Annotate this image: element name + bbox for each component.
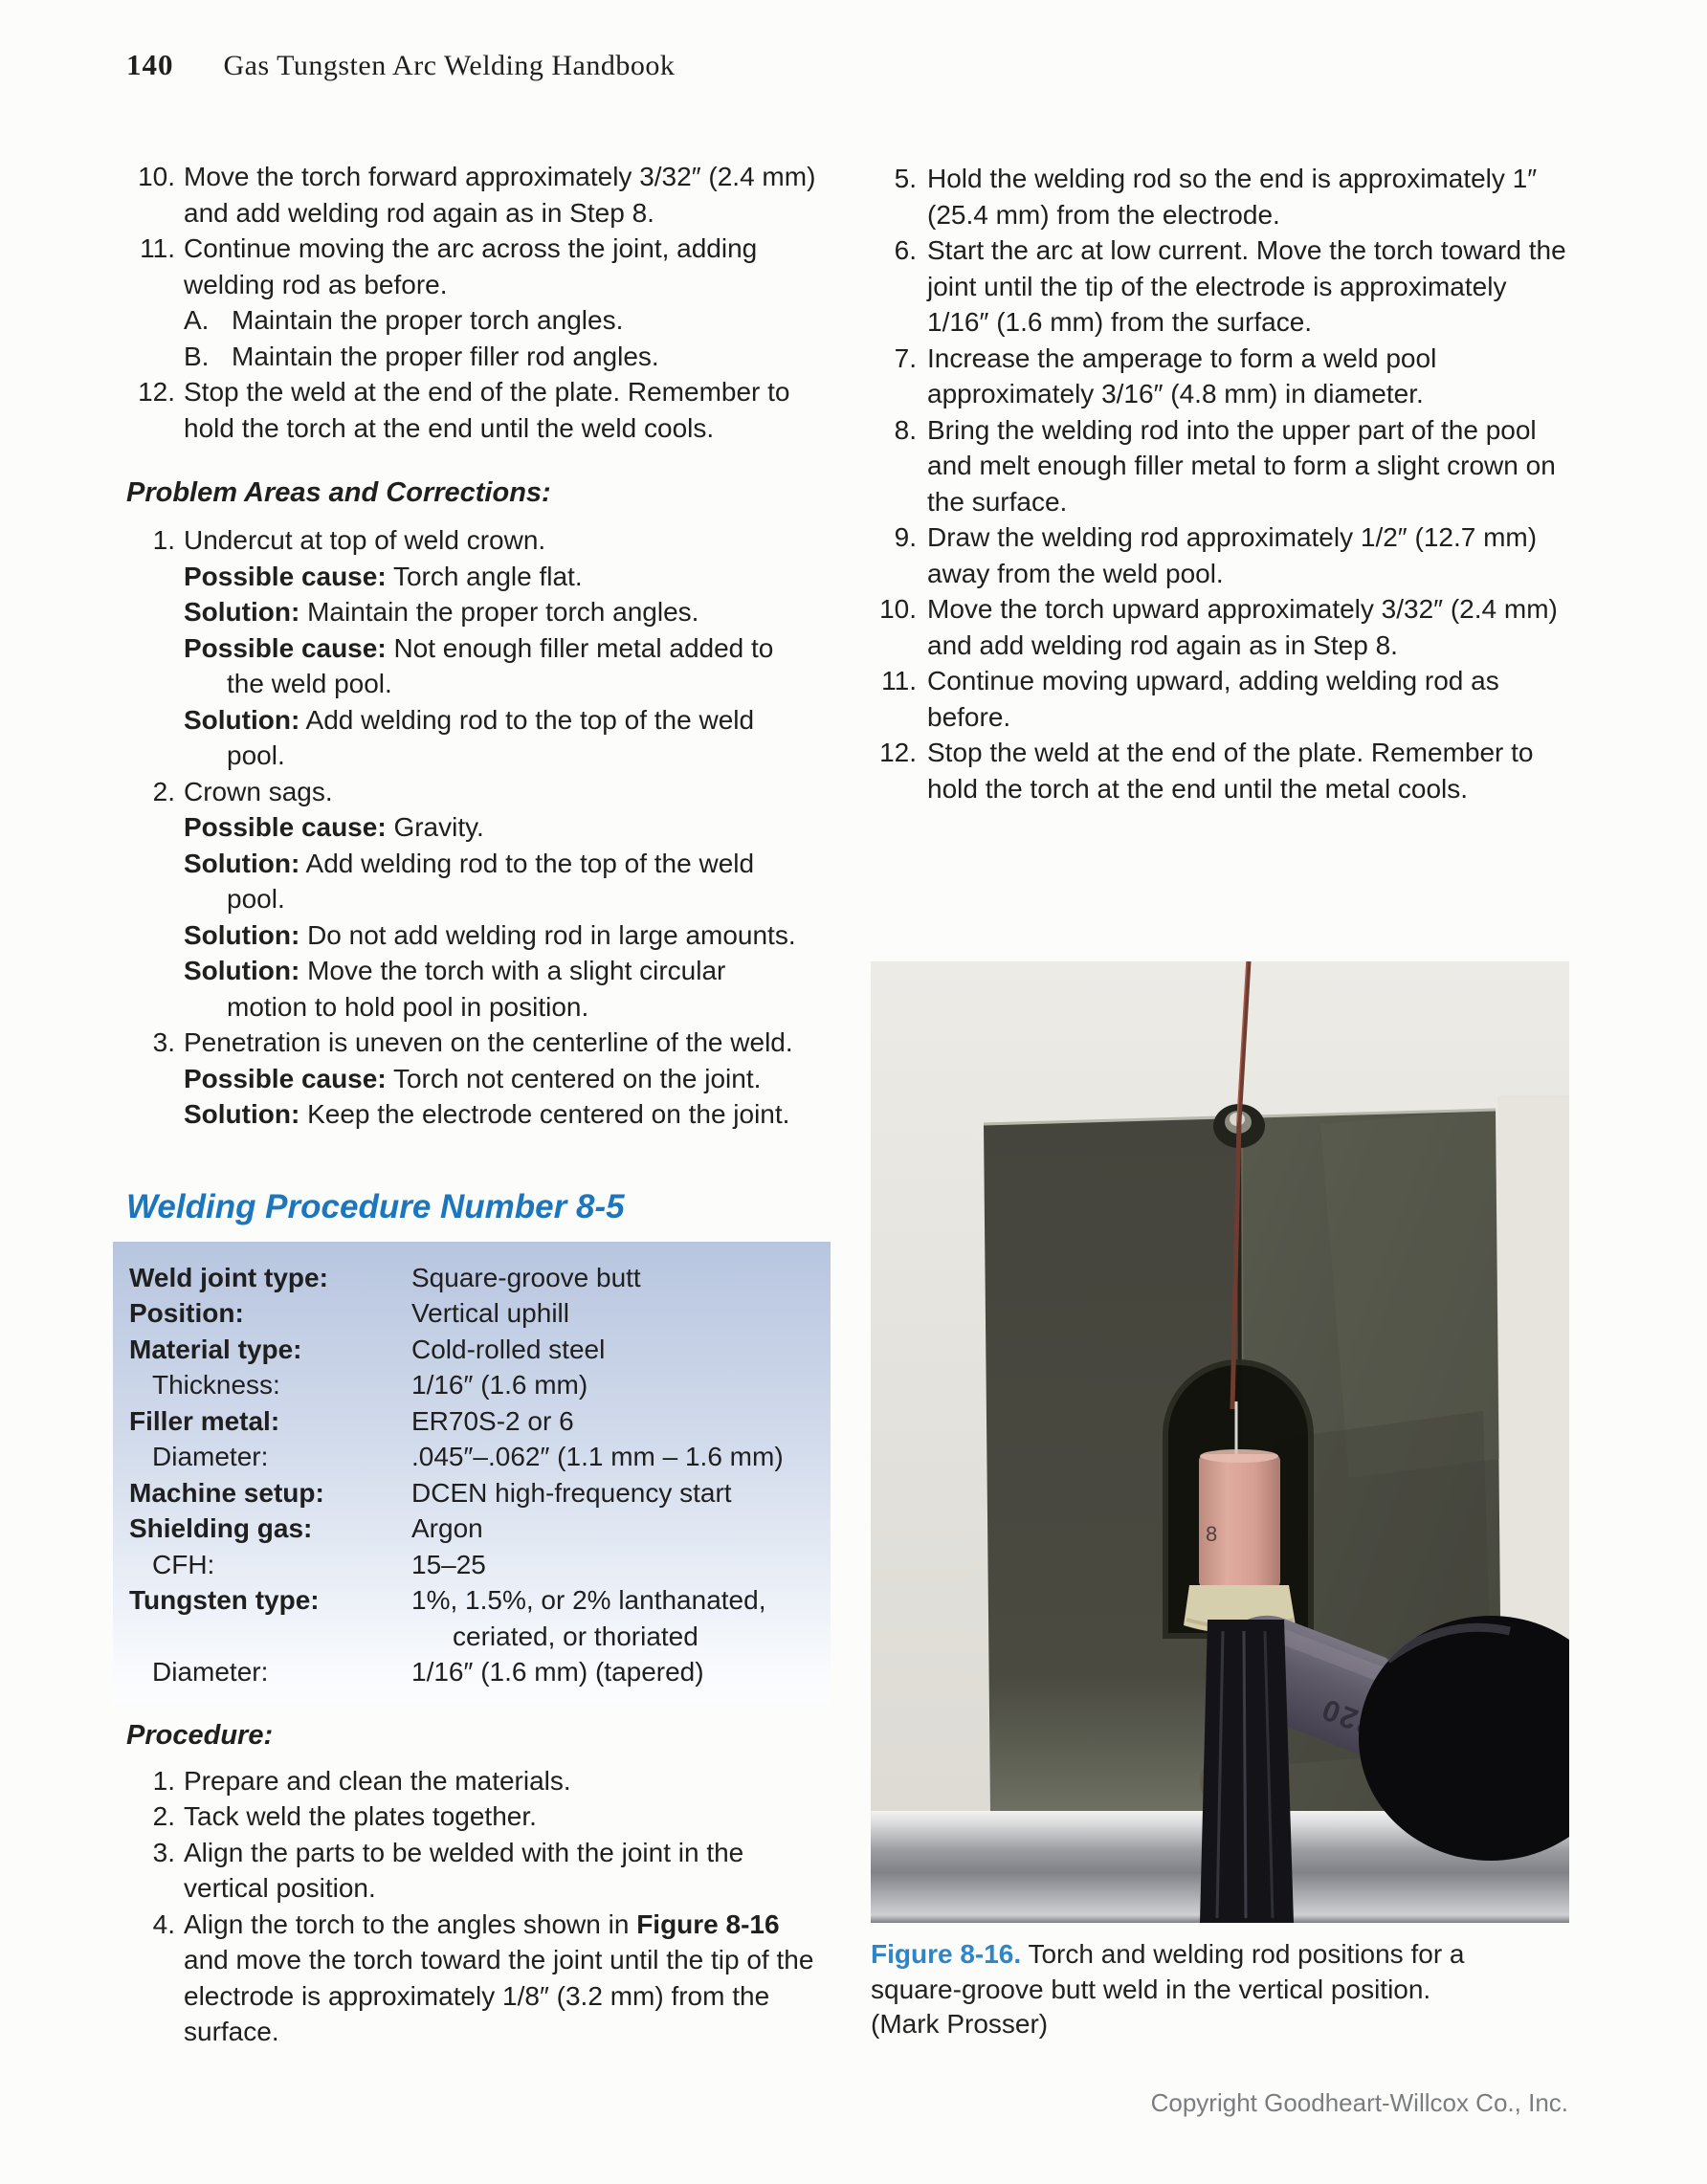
entry-text: Torch angle flat.	[392, 561, 583, 591]
step-text-main: Continue moving the arc across the joint, adding welding rod as before.	[184, 233, 758, 299]
spec-row	[129, 1295, 831, 1332]
spec-label: Thickness:	[152, 1370, 280, 1400]
entry-label: Possible cause:	[184, 1063, 387, 1093]
step-number: 12.	[138, 377, 175, 407]
entry-label: Possible cause:	[184, 812, 387, 842]
entry-text: Do not add welding rod in large amounts.	[307, 919, 796, 950]
entry-text: Keep the electrode centered on the joint.	[307, 1099, 790, 1129]
problem-entry	[184, 809, 827, 846]
right-column	[876, 161, 1570, 806]
step-item	[126, 374, 827, 446]
entry-label: Solution:	[184, 597, 300, 627]
spec-value: Cold-rolled steel	[411, 1334, 606, 1364]
entry-text: Torch not centered on the joint.	[392, 1063, 762, 1093]
problem-entry	[184, 702, 827, 774]
step-text: Move the torch forward approximately 3/32″ (2.4 mm) and add welding rod again as in Step 8.	[184, 162, 816, 228]
spec-label: Weld joint type:	[129, 1262, 328, 1292]
step-list-right	[876, 161, 1570, 806]
step-number: 2.	[152, 1801, 175, 1831]
step-item	[126, 1798, 827, 1835]
figure-credit: (Mark Prosser)	[871, 2009, 1049, 2039]
problem-list	[126, 522, 827, 1133]
entry-label: Solution:	[184, 919, 300, 950]
entry-text: Add welding rod to the top of the weld pool.	[227, 704, 755, 770]
problem-item	[126, 774, 827, 1026]
spec-row	[129, 1439, 831, 1475]
step-item	[876, 161, 1570, 232]
step-item	[876, 412, 1570, 520]
step-text	[184, 231, 827, 374]
entry-label: Solution:	[184, 704, 300, 735]
entry-label: Possible cause:	[184, 632, 387, 663]
entry-text: Gravity.	[393, 812, 484, 842]
step-text-before: Align the torch to the angles shown in	[184, 1908, 637, 1939]
procedure-heading: Procedure:	[126, 1719, 274, 1751]
entry-text: Not enough filler metal added to the weld pool.	[227, 632, 774, 698]
step-item	[876, 663, 1570, 735]
spec-label: Position:	[129, 1298, 244, 1328]
problem-item	[126, 1025, 827, 1133]
problem-title: Crown sags.	[184, 776, 333, 806]
ceramic-nozzle	[1199, 1454, 1280, 1588]
substep-letter: B.	[184, 341, 210, 371]
problem-entry	[184, 630, 827, 702]
entry-text: Move the torch with a slight circular motion to hold pool in position.	[227, 956, 726, 1022]
step-number: 6.	[894, 235, 917, 265]
step-item	[126, 159, 827, 231]
step-text	[184, 1907, 827, 2050]
spec-label: Machine setup:	[129, 1477, 324, 1508]
step-number: 10.	[138, 162, 175, 191]
step-text-after: and move the torch toward the joint until the tip of the electrode is approximately 1/8″ (3.2 mm) from the surface.	[184, 1945, 814, 2046]
problem-areas-heading: Problem Areas and Corrections:	[126, 477, 551, 508]
problem-entry	[184, 917, 827, 954]
step-number: 11.	[140, 233, 175, 263]
problem-title: Penetration is uneven on the centerline of the weld.	[184, 1027, 793, 1057]
step-number: 8.	[894, 414, 917, 445]
step-list-continued	[126, 159, 827, 446]
step-text: Draw the welding rod approximately 1/2″ (12.7 mm) away from the weld pool.	[927, 522, 1538, 588]
spec-row	[129, 1332, 831, 1368]
spec-row	[129, 1654, 831, 1690]
spec-row	[129, 1511, 831, 1547]
substep-item	[184, 302, 827, 339]
step-number: 7.	[894, 342, 917, 373]
spec-label: Diameter:	[152, 1442, 269, 1471]
step-number: 4.	[152, 1908, 175, 1939]
book-title: Gas Tungsten Arc Welding Handbook	[223, 50, 676, 81]
step-number: 10.	[879, 594, 917, 624]
step-item	[876, 591, 1570, 663]
substep-item	[184, 339, 827, 375]
spec-value: .045″–.062″ (1.1 mm – 1.6 mm)	[411, 1442, 784, 1471]
spec-value: Vertical uphill	[411, 1298, 569, 1328]
figure-caption	[871, 1937, 1502, 2042]
step-number: 9.	[894, 522, 917, 552]
spec-row	[129, 1403, 831, 1440]
spec-value: DCEN high-frequency start	[411, 1477, 732, 1508]
spec-row	[129, 1260, 831, 1296]
spec-label: Shielding gas:	[129, 1513, 313, 1543]
step-item	[126, 231, 827, 374]
entry-text: Maintain the proper torch angles.	[307, 597, 699, 627]
step-text: Tack weld the plates together.	[184, 1801, 537, 1831]
figure-reference: Figure 8-16	[636, 1908, 780, 1939]
step-text: Stop the weld at the end of the plate. Remember to hold the torch at the end until the metal cools.	[927, 738, 1534, 804]
figure-8-16	[871, 961, 1569, 2042]
step-number: 12.	[879, 738, 917, 767]
spec-label: Material type:	[129, 1334, 302, 1364]
spec-value: 1/16″ (1.6 mm) (tapered)	[411, 1657, 704, 1687]
problem-number: 1.	[152, 525, 175, 555]
entry-text: Add welding rod to the top of the weld pool.	[227, 848, 755, 914]
page-number: 140	[126, 48, 174, 81]
step-item	[876, 735, 1570, 806]
step-item	[876, 341, 1570, 412]
figure-label: Figure 8-16.	[871, 1939, 1022, 1969]
step-item	[876, 519, 1570, 591]
spec-label: Tungsten type:	[129, 1585, 320, 1615]
spec-table	[113, 1242, 831, 1704]
substep-text: Maintain the proper torch angles.	[232, 305, 624, 335]
step-number: 11.	[881, 666, 917, 695]
copyright-notice: Copyright Goodheart-Willcox Co., Inc.	[1150, 2088, 1568, 2117]
spec-row	[129, 1367, 831, 1403]
figure-caption-text: Torch and welding rod positions for a square-groove butt weld in the vertical position.	[871, 1939, 1465, 2004]
spec-value-line2: ceriated, or thoriated	[453, 1621, 698, 1651]
problem-number: 3.	[152, 1027, 175, 1057]
step-text: Bring the welding rod into the upper part of the pool and melt enough filler metal to form a slight crown on the surface.	[927, 414, 1556, 517]
spec-value-line1: 1%, 1.5%, or 2% lanthanated,	[411, 1585, 766, 1615]
spec-value	[411, 1582, 831, 1654]
spec-label: Diameter:	[152, 1657, 269, 1687]
spec-value: ER70S-2 or 6	[411, 1405, 574, 1436]
substep-letter: A.	[184, 305, 210, 335]
spec-value: Square-groove butt	[411, 1262, 641, 1292]
substep-text: Maintain the proper filler rod angles.	[232, 341, 659, 371]
running-head	[126, 48, 675, 82]
step-item	[876, 232, 1570, 341]
step-text: Increase the amperage to form a weld pool approximately 3/16″ (4.8 mm) in diameter.	[927, 342, 1437, 408]
problem-body	[184, 774, 827, 1026]
spec-row	[129, 1475, 831, 1511]
problem-body	[184, 1025, 827, 1133]
problem-title: Undercut at top of weld crown.	[184, 525, 546, 555]
spec-row	[129, 1582, 831, 1654]
problem-entry	[184, 594, 827, 630]
nozzle-size-marking: 8	[1206, 1522, 1218, 1546]
step-text: Start the arc at low current. Move the torch toward the joint until the tip of the electrode is approximately 1/16″ (1.6 mm) from the surface.	[927, 235, 1566, 337]
step-item	[126, 1835, 827, 1907]
spec-value: 1/16″ (1.6 mm)	[411, 1370, 588, 1400]
problem-entry	[184, 1061, 827, 1097]
spec-label: CFH:	[152, 1549, 215, 1579]
step-number: 3.	[152, 1837, 175, 1867]
problem-item	[126, 522, 827, 774]
step-item	[126, 1763, 827, 1799]
problem-entry	[184, 559, 827, 595]
spec-value: 15–25	[411, 1549, 486, 1579]
entry-label: Solution:	[184, 1099, 300, 1129]
spec-row	[129, 1547, 831, 1583]
step-text: Align the parts to be welded with the joint in the vertical position.	[184, 1837, 744, 1903]
spec-value: Argon	[411, 1513, 483, 1543]
step-text: Continue moving upward, adding welding rod as before.	[927, 666, 1499, 732]
spec-label: Filler metal:	[129, 1405, 280, 1436]
problem-entry	[184, 1096, 827, 1133]
step-text: Move the torch upward approximately 3/32″ (2.4 mm) and add welding rod again as in Step 8.	[927, 594, 1558, 660]
problem-number: 2.	[152, 776, 175, 806]
problem-entry	[184, 846, 827, 917]
entry-label: Solution:	[184, 848, 300, 878]
problem-body	[184, 522, 827, 774]
welding-procedure-title: Welding Procedure Number 8-5	[126, 1187, 625, 1225]
step-item	[126, 1907, 827, 2050]
step-number: 1.	[152, 1765, 175, 1796]
step-text: Prepare and clean the materials.	[184, 1765, 571, 1796]
entry-label: Possible cause:	[184, 561, 387, 591]
step-text: Hold the welding rod so the end is approximately 1″ (25.4 mm) from the electrode.	[927, 164, 1538, 230]
step-number: 5.	[894, 164, 917, 193]
entry-label: Solution:	[184, 956, 300, 985]
left-column	[126, 159, 827, 2050]
procedure-step-list	[126, 1763, 827, 2050]
problem-entry	[184, 953, 827, 1025]
figure-8-16-photo	[871, 961, 1569, 1923]
step-text: Stop the weld at the end of the plate. Remember to hold the torch at the end until the weld cools.	[184, 377, 790, 443]
